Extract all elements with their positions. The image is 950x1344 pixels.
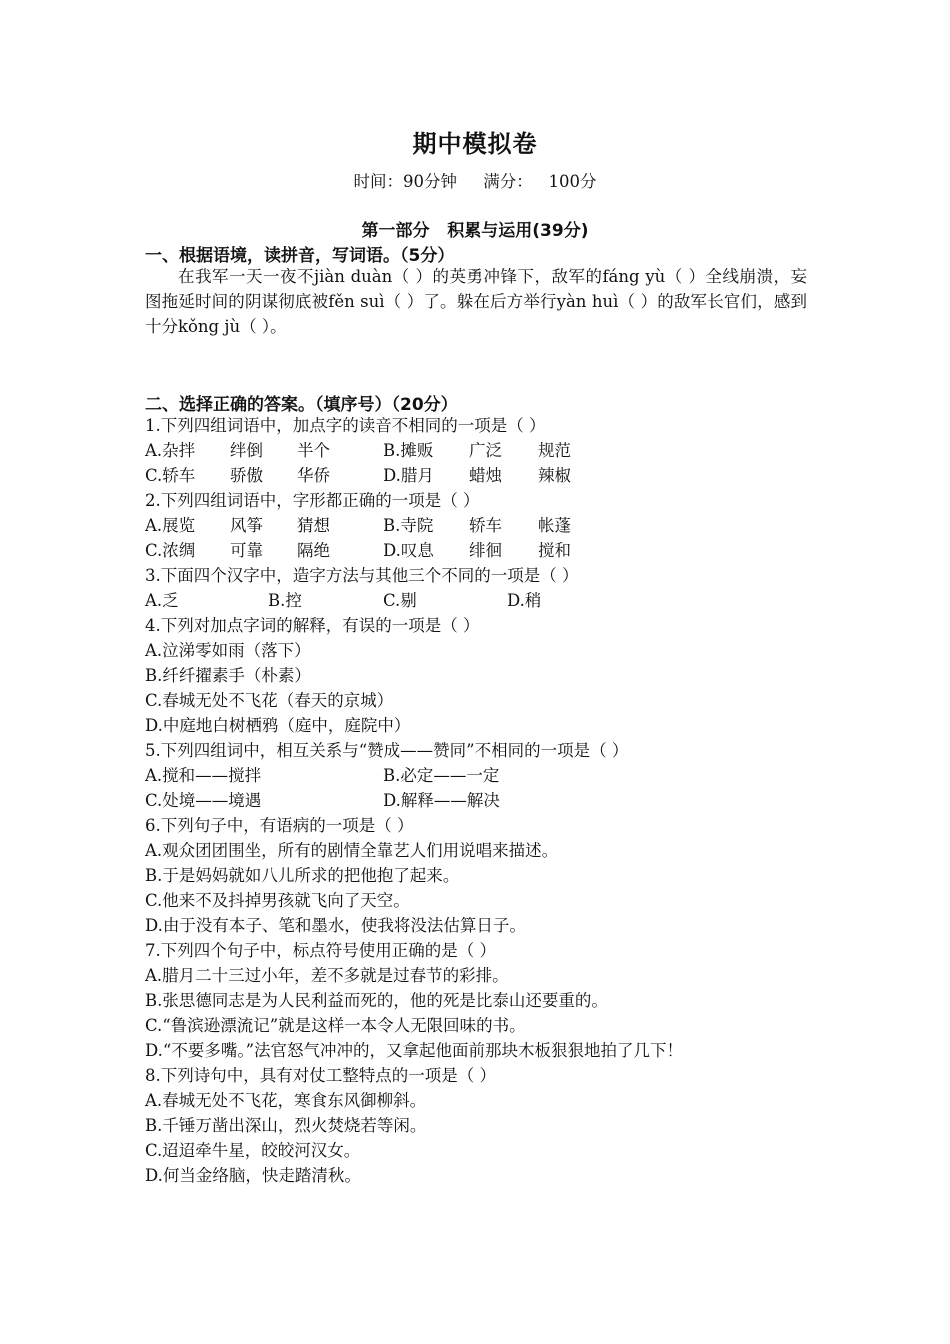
part-one-title: 第一部分 积累与运用(39分): [361, 221, 589, 241]
option-word: 风筝: [230, 516, 263, 535]
option-char: B.控: [268, 591, 302, 610]
option-word: 规范: [538, 441, 571, 460]
option-char: A.乏: [145, 591, 179, 610]
question-2-row-1: [145, 513, 807, 538]
question-7-stem: 7.下列四个句子中，标点符号使用正确的是（ ）: [145, 941, 496, 960]
option-word: D.叹息: [383, 541, 434, 560]
option-word: 绯徊: [469, 541, 502, 560]
option-word: 隔绝: [297, 541, 330, 560]
question-2-stem: 2.下列四组词语中，字形都正确的一项是（ ）: [145, 491, 480, 510]
question-6-option-a: A.观众团团围坐，所有的剧情全靠艺人们用说唱来描述。: [145, 841, 559, 860]
question-1-row-2: [145, 463, 807, 488]
section-one-passage: 在我军一天一夜不jiàn duàn（ ）的英勇冲锋下，敌军的fáng yù（ ）全线崩溃，妄图拖延时间的阴谋彻底被fěn suì（ ）了。躲在后方举行yàn huì（ ）的敌军长官们，感到十分kǒng jù（ ）。: [145, 267, 807, 336]
question-8-stem: 8.下列诗句中，具有对仗工整特点的一项是（ ）: [145, 1066, 496, 1085]
option-word: 蜡烛: [469, 466, 502, 485]
option-char: C.剔: [383, 591, 417, 610]
option-word: 可靠: [230, 541, 263, 560]
question-6-option-c: C.他来不及抖掉男孩就飞向了天空。: [145, 891, 410, 910]
question-2-row-2: [145, 538, 807, 563]
question-8-option-c: C.迢迢牵牛星，皎皎河汉女。: [145, 1141, 361, 1160]
question-6-option-b: B.于是妈妈就如八儿所求的把他抱了起来。: [145, 866, 460, 885]
section-one-heading: 一、根据语境，读拼音，写词语。（5分）: [145, 246, 455, 266]
option-word: 华侨: [297, 466, 330, 485]
option-pair: A.搅和——搅拌: [145, 766, 262, 785]
option-word: C.浓绸: [145, 541, 196, 560]
option-word: 帐蓬: [538, 516, 571, 535]
option-word: 辣椒: [538, 466, 571, 485]
option-word: 绊倒: [230, 441, 263, 460]
option-word: D.腊月: [383, 466, 434, 485]
question-3-stem: 3.下面四个汉字中，造字方法与其他三个不同的一项是（ ）: [145, 566, 579, 585]
option-word: C.轿车: [145, 466, 196, 485]
question-5-row-1: [145, 763, 807, 788]
option-word: 轿车: [469, 516, 502, 535]
question-4-option-c: C.春城无处不飞花（春天的京城）: [145, 691, 394, 710]
option-pair: D.解释——解决: [383, 791, 500, 810]
question-4-option-b: B.纤纤擢素手（朴素）: [145, 666, 311, 685]
option-word: 半个: [297, 441, 330, 460]
question-5-stem: 5.下列四组词中，相互关系与“赞成——赞同”不相同的一项是（ ）: [145, 741, 629, 760]
question-7-option-b: B.张思德同志是为人民利益而死的，他的死是比泰山还要重的。: [145, 991, 608, 1010]
question-8-option-b: B.千锤万凿出深山，烈火焚烧若等闲。: [145, 1116, 427, 1135]
question-4-stem: 4.下列对加点字词的解释，有误的一项是（ ）: [145, 616, 480, 635]
option-word: B.寺院: [383, 516, 434, 535]
question-7-option-c: C.“鲁滨逊漂流记”就是这样一本令人无限回味的书。: [145, 1016, 526, 1035]
question-7-option-a: A.腊月二十三过小年，差不多就是过春节的彩排。: [145, 966, 509, 985]
option-word: A.展览: [145, 516, 196, 535]
option-pair: C.处境——境遇: [145, 791, 262, 810]
question-4-option-a: A.泣涕零如雨（落下）: [145, 641, 311, 660]
question-5-row-2: [145, 788, 807, 813]
exam-meta: 时间：90分钟 满分： 100分: [353, 172, 597, 191]
option-char: D.稍: [507, 591, 542, 610]
question-4-option-d: D.中庭地白树栖鸦（庭中，庭院中）: [145, 716, 411, 735]
option-word: 猜想: [297, 516, 330, 535]
question-7-option-d: D.“不要多嘴。”法官怒气冲冲的，又拿起他面前那块木板狠狠地拍了几下！: [145, 1041, 684, 1060]
exam-title: 期中模拟卷: [412, 130, 538, 158]
question-1-row-1: [145, 438, 807, 463]
question-1-stem: 1.下列四组词语中，加点字的读音不相同的一项是（ ）: [145, 416, 546, 435]
question-6-option-d: D.由于没有本子、笔和墨水，使我将没法估算日子。: [145, 916, 526, 935]
question-8-option-d: D.何当金络脑，快走踏清秋。: [145, 1166, 361, 1185]
option-word: 搅和: [538, 541, 571, 560]
section-two-heading: 二、选择正确的答案。（填序号）（20分）: [145, 395, 458, 415]
question-6-stem: 6.下列句子中，有语病的一项是（ ）: [145, 816, 414, 835]
option-word: B.摊贩: [383, 441, 434, 460]
option-word: 广泛: [469, 441, 502, 460]
option-word: 骄傲: [230, 466, 263, 485]
question-3-options: [145, 588, 807, 613]
question-8-option-a: A.春城无处不飞花，寒食东风御柳斜。: [145, 1091, 427, 1110]
option-word: A.杂拌: [145, 441, 196, 460]
option-pair: B.必定——一定: [383, 766, 500, 785]
